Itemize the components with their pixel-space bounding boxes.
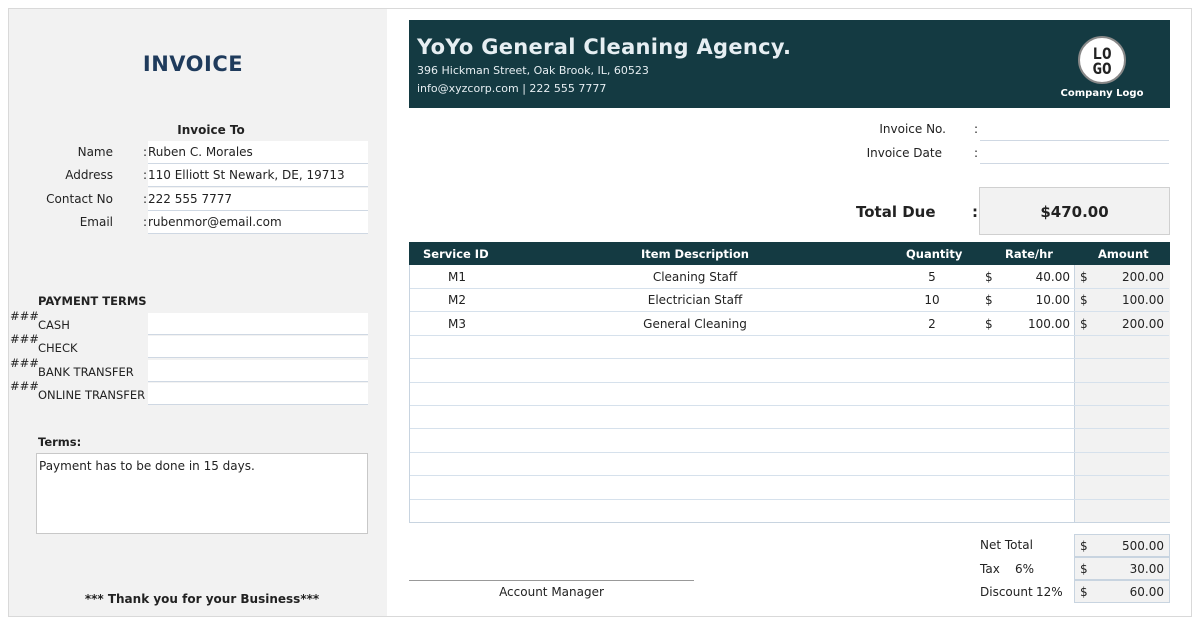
row-quantity: 10 (924, 293, 940, 307)
tax-box (1074, 557, 1170, 580)
payment-method-label: CASH (38, 318, 70, 332)
row-rate: 40.00 (1035, 270, 1070, 284)
terms-textarea[interactable]: Payment has to be done in 15 days. (36, 453, 368, 534)
row-service-id: M2 (448, 293, 466, 307)
row-rate: 10.00 (1035, 293, 1070, 307)
payment-mark: ### (10, 379, 39, 393)
row-rate-currency: $ (985, 270, 993, 284)
colon: : (143, 192, 148, 206)
row-description: Electrician Staff (647, 293, 743, 307)
row-divider (410, 311, 1169, 312)
total-due-value: $470.00 (979, 187, 1170, 235)
company-banner (409, 20, 1170, 108)
payment-method-bank-transfer[interactable] (9, 356, 369, 383)
row-divider (410, 428, 1169, 429)
currency-symbol: $ (1080, 562, 1088, 576)
row-rate: 100.00 (1028, 317, 1070, 331)
customer-name-row (9, 141, 369, 164)
customer-email-field[interactable]: rubenmor@email.com (148, 211, 368, 234)
account-manager-label: Account Manager (499, 585, 604, 599)
payment-mark: ### (10, 356, 39, 370)
row-divider (410, 288, 1169, 289)
currency-symbol: $ (1080, 585, 1088, 599)
row-amount: 100.00 (1122, 293, 1164, 307)
discount-label: Discount (980, 585, 1033, 599)
discount-box (1074, 580, 1170, 603)
row-amount-currency: $ (1080, 270, 1088, 284)
row-service-id: M1 (448, 270, 466, 284)
tax-rate: 6% (1015, 562, 1035, 576)
invoice-date-label: Invoice Date (866, 146, 942, 160)
row-divider (410, 475, 1169, 476)
terms-heading: Terms: (38, 435, 82, 449)
customer-email-label: Email (79, 215, 113, 229)
colon: : (974, 122, 979, 136)
customer-name-label: Name (77, 145, 113, 159)
currency-symbol: $ (1080, 539, 1088, 553)
row-divider (410, 499, 1169, 500)
column-rate: Rate/hr (1005, 247, 1053, 261)
row-rate-currency: $ (985, 317, 993, 331)
payment-method-check[interactable] (9, 332, 369, 359)
row-divider (410, 452, 1169, 453)
payment-terms-heading: PAYMENT TERMS (38, 294, 147, 308)
invoice-date-field[interactable] (980, 163, 1169, 164)
row-divider (410, 335, 1169, 336)
column-quantity: Quantity (906, 247, 963, 261)
colon: : (972, 203, 978, 221)
tax-value: 30.00 (1129, 562, 1164, 576)
row-description: General Cleaning (643, 317, 747, 331)
company-contact: info@xyzcorp.com | 222 555 7777 (417, 82, 607, 95)
customer-contact-label: Contact No (46, 192, 113, 206)
row-quantity: 2 (928, 317, 936, 331)
row-amount-currency: $ (1080, 293, 1088, 307)
company-logo (1078, 36, 1126, 84)
signature-line (409, 580, 694, 581)
company-address: 396 Hickman Street, Oak Brook, IL, 60523 (417, 64, 649, 77)
net-total-box (1074, 534, 1170, 557)
payment-method-field[interactable] (148, 383, 368, 405)
thank-you-note: *** Thank you for your Business*** (84, 592, 320, 606)
customer-name-field[interactable]: Ruben C. Morales (148, 141, 368, 164)
payment-method-label: ONLINE TRANSFER (38, 388, 146, 402)
items-table-header (409, 242, 1170, 265)
colon: : (143, 215, 148, 229)
payment-method-online-transfer[interactable] (9, 379, 369, 406)
row-divider (410, 358, 1169, 359)
row-service-id: M3 (448, 317, 466, 331)
customer-address-label: Address (65, 168, 113, 182)
items-table-body (409, 265, 1170, 523)
customer-address-row (9, 164, 369, 187)
discount-rate: 12% (1036, 585, 1063, 599)
row-description: Cleaning Staff (652, 270, 738, 284)
row-divider (410, 382, 1169, 383)
total-due-label: Total Due (856, 203, 936, 221)
column-service-id: Service ID (423, 247, 489, 261)
row-quantity: 5 (928, 270, 936, 284)
payment-method-label: BANK TRANSFER (38, 365, 134, 379)
colon: : (143, 145, 148, 159)
customer-email-row (9, 211, 369, 234)
row-amount-currency: $ (1080, 317, 1088, 331)
row-amount: 200.00 (1122, 317, 1164, 331)
tax-label: Tax (980, 562, 1000, 576)
payment-method-label: CHECK (38, 341, 78, 355)
logo-text-bottom: GO (1092, 59, 1112, 78)
logo-text-top: LO (1092, 44, 1112, 63)
net-total-value: 500.00 (1122, 539, 1164, 553)
payment-method-cash[interactable] (9, 309, 369, 336)
company-name: YoYo General Cleaning Agency. (417, 35, 792, 59)
payment-mark: ### (10, 332, 39, 346)
colon: : (143, 168, 148, 182)
payment-method-field[interactable] (148, 313, 368, 335)
invoice-title: INVOICE (142, 52, 244, 76)
customer-address-field[interactable]: 110 Elliott St Newark, DE, 19713 (148, 164, 368, 187)
column-item-description: Item Description (641, 247, 749, 261)
payment-method-field[interactable] (148, 360, 368, 382)
customer-contact-field[interactable]: 222 555 7777 (148, 188, 368, 211)
net-total-label: Net Total (980, 538, 1033, 552)
payment-method-field[interactable] (148, 336, 368, 358)
invoice-to-heading: Invoice To (177, 123, 245, 137)
discount-value: 60.00 (1129, 585, 1164, 599)
invoice-no-field[interactable] (980, 140, 1169, 141)
logo-caption: Company Logo (1060, 88, 1144, 99)
column-amount: Amount (1098, 247, 1149, 261)
row-rate-currency: $ (985, 293, 993, 307)
customer-contact-row (9, 188, 369, 211)
row-amount: 200.00 (1122, 270, 1164, 284)
payment-mark: ### (10, 309, 39, 323)
invoice-no-label: Invoice No. (879, 122, 946, 136)
colon: : (974, 146, 979, 160)
row-divider (410, 405, 1169, 406)
